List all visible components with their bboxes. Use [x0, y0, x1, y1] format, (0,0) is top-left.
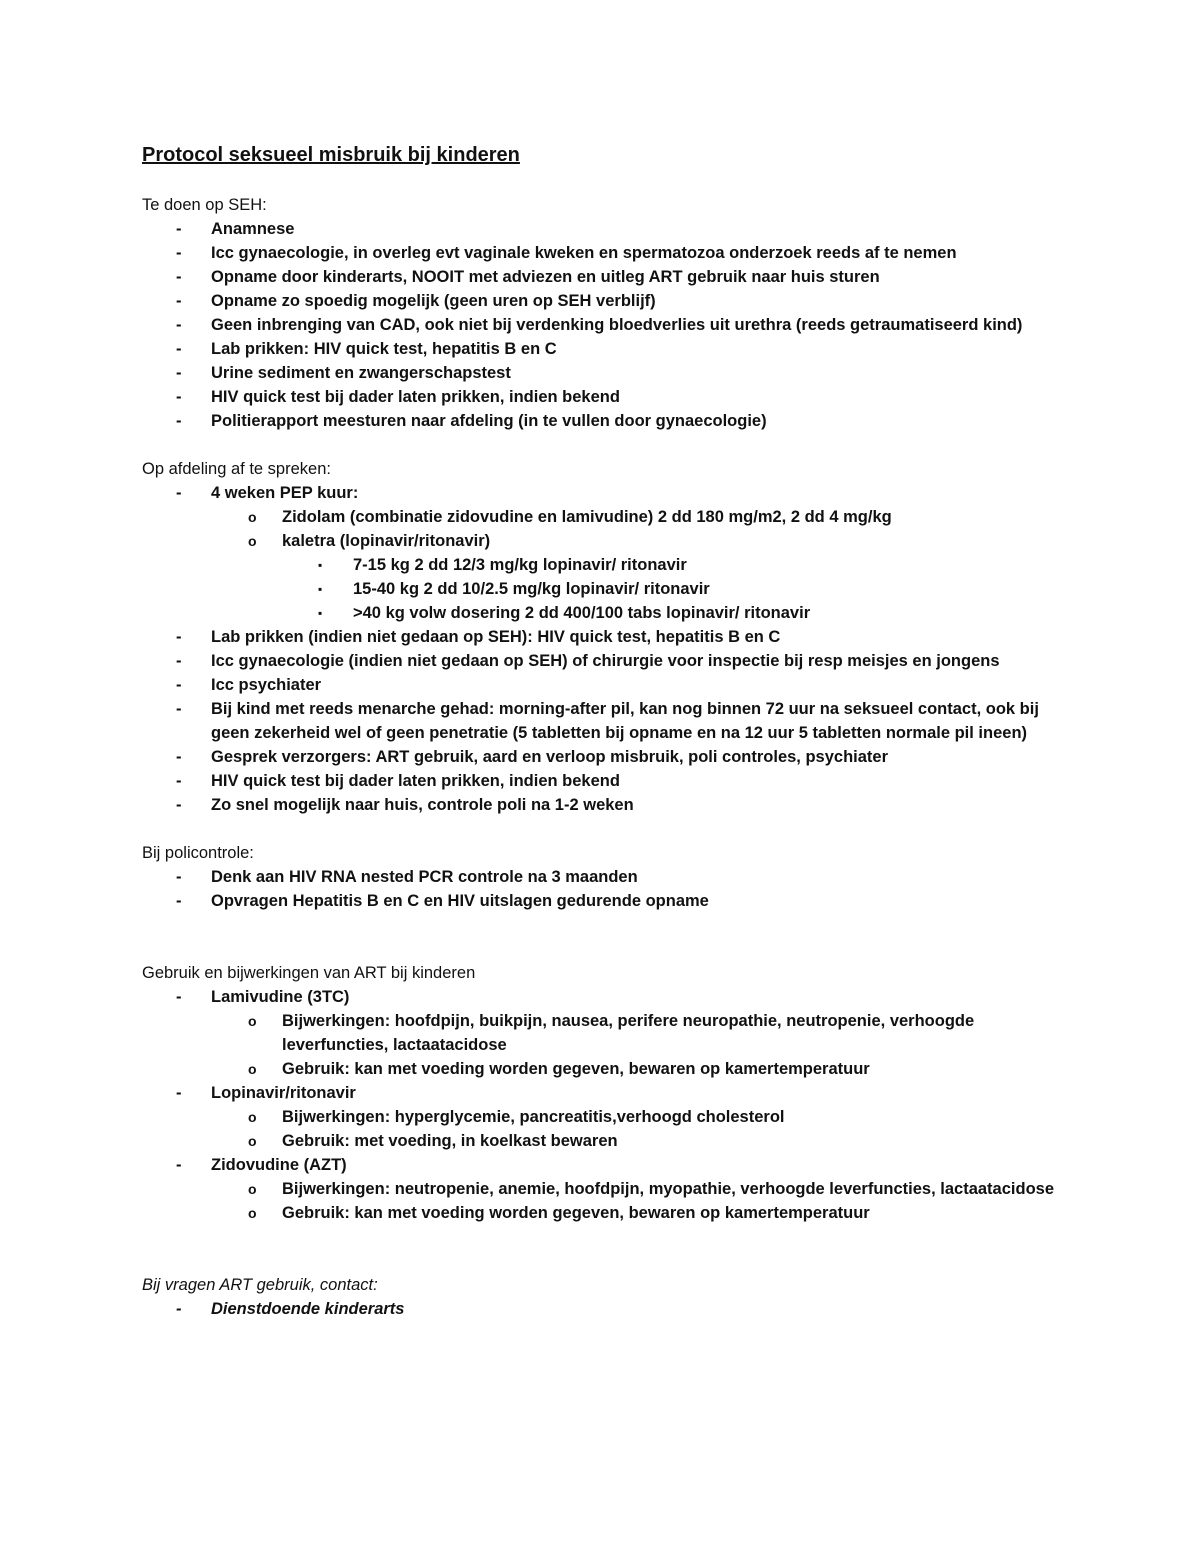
section-afdeling — [142, 457, 1072, 817]
drug-usage: o Gebruik: kan met voeding worden gegeven, bewaren op kamertemperatuur — [211, 1057, 1072, 1081]
drug-side-effects: o Bijwerkingen: hoofdpijn, buikpijn, nausea, perifere neuropathie, neutropenie, verhoogde leverfuncties, lactaatacidose — [211, 1009, 1072, 1057]
contact-list — [142, 1297, 1072, 1321]
list-item: - Dienstdoende kinderarts — [142, 1297, 1072, 1321]
pep-label: 4 weken PEP kuur: — [211, 484, 359, 502]
drug-name: Lamivudine (3TC) — [211, 988, 350, 1006]
document-page — [142, 140, 1072, 1321]
dose-item: ▪ 15-40 kg 2 dd 10/2.5 mg/kg lopinavir/ ritonavir — [282, 577, 1072, 601]
drug-name: Lopinavir/ritonavir — [211, 1084, 356, 1102]
list-item: - Icc gynaecologie (indien niet gedaan op SEH) of chirurgie voor inspectie bij resp meisjes en jongens — [142, 649, 1072, 673]
list-item: - Gesprek verzorgers: ART gebruik, aard en verloop misbruik, poli controles, psychiater — [142, 745, 1072, 769]
section-poli — [142, 841, 1072, 913]
drug-item-zidovudine — [142, 1153, 1072, 1225]
section-heading-poli: Bij policontrole: — [142, 844, 254, 862]
list-item: - Urine sediment en zwangerschapstest — [142, 361, 1072, 385]
drug-usage: o Gebruik: met voeding, in koelkast bewaren — [211, 1129, 1072, 1153]
section-heading-afdeling: Op afdeling af te spreken: — [142, 460, 331, 478]
list-item: - Lab prikken (indien niet gedaan op SEH): HIV quick test, hepatitis B en C — [142, 625, 1072, 649]
list-item-pep — [142, 481, 1072, 625]
poli-list — [142, 865, 1072, 913]
drug-item-lamivudine — [142, 985, 1072, 1081]
section-contact — [142, 1273, 1072, 1321]
dose-item: ▪ >40 kg volw dosering 2 dd 400/100 tabs lopinavir/ ritonavir — [282, 601, 1072, 625]
list-item: - Geen inbrenging van CAD, ook niet bij verdenking bloedverlies uit urethra (reeds getraumatiseerd kind) — [142, 313, 1072, 337]
seh-list — [142, 217, 1072, 433]
dose-item: ▪ 7-15 kg 2 dd 12/3 mg/kg lopinavir/ ritonavir — [282, 553, 1072, 577]
list-item: - Zo snel mogelijk naar huis, controle poli na 1-2 weken — [142, 793, 1072, 817]
section-heading-seh: Te doen op SEH: — [142, 196, 267, 214]
list-item: - Bij kind met reeds menarche gehad: morning-after pil, kan nog binnen 72 uur na seksueel contact, ook bij geen zekerheid wel of geen penetratie (5 tabletten bij opname en na 12 uur 5 tabletten normale pil ineen) — [142, 697, 1072, 745]
pep-sublist — [142, 505, 1072, 625]
afdeling-list — [142, 481, 1072, 817]
drug-usage: o Gebruik: kan met voeding worden gegeven, bewaren op kamertemperatuur — [211, 1201, 1072, 1225]
list-item: - HIV quick test bij dader laten prikken, indien bekend — [142, 769, 1072, 793]
section-heading-contact: Bij vragen ART gebruik, contact: — [142, 1276, 378, 1294]
drug-details — [142, 1177, 1072, 1225]
kaletra-label: kaletra (lopinavir/ritonavir) — [282, 532, 491, 550]
list-item: - Denk aan HIV RNA nested PCR controle na 3 maanden — [142, 865, 1072, 889]
list-item: - Icc gynaecologie, in overleg evt vaginale kweken en spermatozoa onderzoek reeds af te nemen — [142, 241, 1072, 265]
art-list — [142, 985, 1072, 1225]
list-item: - Icc psychiater — [142, 673, 1072, 697]
list-item: - Opname zo spoedig mogelijk (geen uren op SEH verblijf) — [142, 289, 1072, 313]
drug-name: Zidovudine (AZT) — [211, 1156, 347, 1174]
list-item: - Lab prikken: HIV quick test, hepatitis B en C — [142, 337, 1072, 361]
sublist-item: o Zidolam (combinatie zidovudine en lamivudine) 2 dd 180 mg/m2, 2 dd 4 mg/kg — [211, 505, 1072, 529]
document-title: Protocol seksueel misbruik bij kinderen — [142, 144, 520, 166]
drug-side-effects: o Bijwerkingen: neutropenie, anemie, hoofdpijn, myopathie, verhoogde leverfuncties, lactaatacidose — [211, 1177, 1072, 1201]
sublist-item-kaletra — [211, 529, 1072, 625]
section-heading-art: Gebruik en bijwerkingen van ART bij kinderen — [142, 964, 476, 982]
list-item: - Opvragen Hepatitis B en C en HIV uitslagen gedurende opname — [142, 889, 1072, 913]
list-item: - Anamnese — [142, 217, 1072, 241]
kaletra-doses — [282, 553, 1072, 625]
drug-side-effects: o Bijwerkingen: hyperglycemie, pancreatitis,verhoogd cholesterol — [211, 1105, 1072, 1129]
list-item: - Opname door kinderarts, NOOIT met adviezen en uitleg ART gebruik naar huis sturen — [142, 265, 1072, 289]
drug-details — [142, 1009, 1072, 1081]
list-item: - Politierapport meesturen naar afdeling (in te vullen door gynaecologie) — [142, 409, 1072, 433]
drug-details — [142, 1105, 1072, 1153]
section-seh — [142, 193, 1072, 433]
section-art — [142, 961, 1072, 1225]
list-item: - HIV quick test bij dader laten prikken, indien bekend — [142, 385, 1072, 409]
drug-item-lopinavir — [142, 1081, 1072, 1153]
